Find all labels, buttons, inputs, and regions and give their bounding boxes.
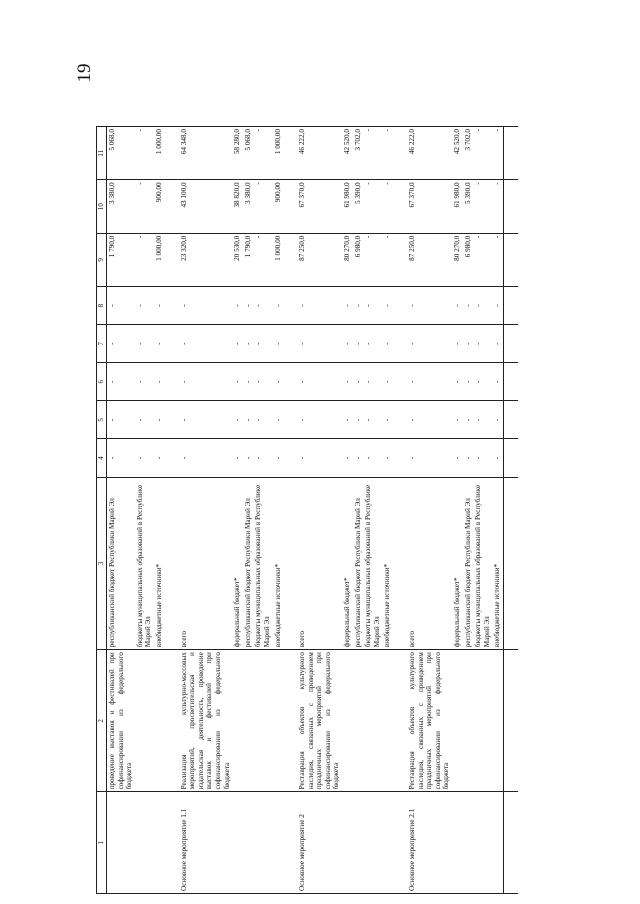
spacer-cell	[283, 650, 297, 792]
amount-cell: 3 702,0	[353, 127, 364, 180]
value-cell: -	[297, 287, 342, 325]
amount-cell: 80 270,0	[342, 233, 353, 286]
spacer-cell	[165, 439, 179, 477]
spacer-cell	[393, 180, 407, 233]
event-status-cell	[353, 792, 364, 894]
amount-cell: 64 348,0	[179, 127, 233, 180]
column-number-1: 1	[97, 792, 107, 894]
funding-source-cell: республиканский бюджет Республики Марий Эл	[107, 477, 135, 650]
amount-cell: 61 980,0	[452, 180, 463, 233]
amount-cell: -	[135, 233, 154, 286]
value-cell: -	[253, 363, 272, 401]
event-name-cell	[253, 650, 272, 792]
value-cell: -	[342, 439, 353, 477]
event-status-cell: Основное мероприятие 1.1	[179, 792, 233, 894]
value-cell: -	[135, 401, 154, 439]
spacer-cell	[283, 287, 297, 325]
value-cell: -	[492, 325, 503, 363]
value-cell: -	[107, 401, 135, 439]
value-cell: -	[492, 401, 503, 439]
table-row	[107, 127, 135, 894]
value-cell: -	[243, 401, 254, 439]
table-row	[463, 127, 474, 894]
spacer-cell	[165, 180, 179, 233]
value-cell: -	[253, 325, 272, 363]
amount-cell: 67 370,0	[297, 180, 342, 233]
event-status-cell	[273, 792, 284, 894]
event-status-cell	[342, 792, 353, 894]
event-status-cell: Основное мероприятие 2	[297, 792, 342, 894]
value-cell: -	[273, 401, 284, 439]
value-cell: -	[382, 439, 393, 477]
value-cell: -	[107, 439, 135, 477]
event-status-cell	[382, 792, 393, 894]
spacer-cell	[283, 792, 297, 894]
event-name-cell	[353, 650, 364, 792]
column-number-9: 9	[97, 233, 107, 286]
spacer-cell	[503, 127, 518, 180]
spacer-cell	[283, 233, 297, 286]
value-cell: -	[297, 401, 342, 439]
amount-cell: 80 270,0	[452, 233, 463, 286]
amount-cell: -	[253, 180, 272, 233]
amount-cell: -	[382, 233, 393, 286]
table-row	[232, 127, 243, 894]
value-cell: -	[492, 439, 503, 477]
value-cell: -	[342, 325, 353, 363]
row-spacer	[283, 127, 297, 894]
amount-cell: 87 250,0	[407, 233, 452, 286]
funding-source-cell: бюджеты муниципальных образований в Республике Марий Эл	[253, 477, 272, 650]
amount-cell: 20 530,0	[232, 233, 243, 286]
spacer-cell	[503, 439, 518, 477]
funding-source-cell: внебюджетные источники*	[154, 477, 165, 650]
value-cell: -	[273, 363, 284, 401]
amount-cell: 42 520,0	[452, 127, 463, 180]
spacer-cell	[503, 792, 518, 894]
amount-cell: 6 980,0	[463, 233, 474, 286]
funding-source-cell: всего	[297, 477, 342, 650]
spacer-cell	[283, 439, 297, 477]
spacer-cell	[503, 180, 518, 233]
value-cell: -	[473, 439, 492, 477]
value-cell: -	[154, 287, 165, 325]
amount-cell: 58 280,0	[232, 127, 243, 180]
amount-cell: -	[363, 233, 382, 286]
event-name-cell: Реставрация объектов культурного наследия, связанных с проведением праздничных мероприятий при софинансировании из федерального бюджета	[297, 650, 342, 792]
amount-cell: 5 390,0	[353, 180, 364, 233]
funding-source-cell: федеральный бюджет*	[452, 477, 463, 650]
value-cell: -	[353, 325, 364, 363]
value-cell: -	[232, 287, 243, 325]
amount-cell: 3 702,0	[463, 127, 474, 180]
event-name-cell	[492, 650, 503, 792]
value-cell: -	[135, 287, 154, 325]
value-cell: -	[232, 363, 243, 401]
event-name-cell	[363, 650, 382, 792]
table-row	[253, 127, 272, 894]
amount-cell: 87 250,0	[297, 233, 342, 286]
column-number-7: 7	[97, 325, 107, 363]
spacer-cell	[503, 363, 518, 401]
amount-cell: 1 000,00	[273, 127, 284, 180]
value-cell: -	[353, 287, 364, 325]
table-row	[135, 127, 154, 894]
spacer-cell	[393, 650, 407, 792]
value-cell: -	[353, 401, 364, 439]
value-cell: -	[353, 363, 364, 401]
value-cell: -	[452, 325, 463, 363]
table-row	[273, 127, 284, 894]
amount-cell: -	[492, 180, 503, 233]
value-cell: -	[463, 287, 474, 325]
spacer-cell	[503, 233, 518, 286]
column-number-5: 5	[97, 401, 107, 439]
value-cell: -	[342, 287, 353, 325]
value-cell: -	[452, 287, 463, 325]
spacer-cell	[503, 477, 518, 650]
value-cell: -	[473, 401, 492, 439]
spacer-cell	[393, 233, 407, 286]
amount-cell: 42 520,0	[342, 127, 353, 180]
value-cell: -	[452, 363, 463, 401]
amount-cell: 5 068,0	[243, 127, 254, 180]
funding-source-cell: внебюджетные источники*	[492, 477, 503, 650]
table-row	[473, 127, 492, 894]
value-cell: -	[407, 439, 452, 477]
amount-cell: -	[135, 127, 154, 180]
amount-cell: -	[382, 180, 393, 233]
value-cell: -	[452, 401, 463, 439]
value-cell: -	[492, 287, 503, 325]
row-spacer	[165, 127, 179, 894]
value-cell: -	[297, 439, 342, 477]
value-cell: -	[179, 287, 233, 325]
amount-cell: 46 222,0	[407, 127, 452, 180]
funding-source-cell: республиканский бюджет Республики Марий Эл	[243, 477, 254, 650]
table-row	[452, 127, 463, 894]
value-cell: -	[492, 363, 503, 401]
spacer-cell	[393, 363, 407, 401]
amount-cell: 1 000,00	[154, 127, 165, 180]
event-status-cell	[253, 792, 272, 894]
amount-cell: -	[363, 180, 382, 233]
value-cell: -	[382, 363, 393, 401]
amount-cell: 43 100,0	[179, 180, 233, 233]
budget-table	[96, 126, 518, 894]
spacer-cell	[393, 477, 407, 650]
spacer-cell	[283, 180, 297, 233]
event-name-cell: Реализация культурно-массовых мероприятий, просветительская и издательская деятельность, проведение выставок и фестивалей при софинансировании из федерального бюджета	[179, 650, 233, 792]
spacer-cell	[393, 401, 407, 439]
spacer-cell	[165, 363, 179, 401]
row-spacer	[393, 127, 407, 894]
value-cell: -	[463, 325, 474, 363]
value-cell: -	[243, 287, 254, 325]
amount-cell: 1 790,0	[107, 233, 135, 286]
spacer-cell	[283, 363, 297, 401]
value-cell: -	[179, 439, 233, 477]
spacer-cell	[283, 401, 297, 439]
value-cell: -	[273, 287, 284, 325]
page-number: 19	[74, 63, 95, 83]
amount-cell: -	[382, 127, 393, 180]
amount-cell: 6 980,0	[353, 233, 364, 286]
amount-cell: -	[253, 233, 272, 286]
value-cell: -	[342, 401, 353, 439]
value-cell: -	[363, 439, 382, 477]
value-cell: -	[342, 363, 353, 401]
amount-cell: 38 820,0	[232, 180, 243, 233]
spacer-cell	[165, 127, 179, 180]
spacer-cell	[393, 439, 407, 477]
table-row	[243, 127, 254, 894]
amount-cell: -	[492, 233, 503, 286]
column-number-6: 6	[97, 363, 107, 401]
value-cell: -	[179, 401, 233, 439]
funding-source-cell: всего	[407, 477, 452, 650]
value-cell: -	[363, 325, 382, 363]
value-cell: -	[135, 439, 154, 477]
column-number-4: 4	[97, 439, 107, 477]
column-number-row	[97, 127, 107, 894]
event-name-cell	[382, 650, 393, 792]
column-number-8: 8	[97, 287, 107, 325]
spacer-cell	[283, 127, 297, 180]
value-cell: -	[473, 325, 492, 363]
event-name-cell	[473, 650, 492, 792]
amount-cell: 5 068,0	[107, 127, 135, 180]
table-row	[353, 127, 364, 894]
spacer-cell	[393, 792, 407, 894]
event-status-cell	[452, 792, 463, 894]
amount-cell: 3 380,0	[107, 180, 135, 233]
event-status-cell	[135, 792, 154, 894]
funding-source-cell: федеральный бюджет*	[342, 477, 353, 650]
amount-cell: -	[473, 127, 492, 180]
event-status-cell	[232, 792, 243, 894]
value-cell: -	[135, 325, 154, 363]
amount-cell: 23 320,0	[179, 233, 233, 286]
value-cell: -	[232, 401, 243, 439]
amount-cell: 1 790,0	[243, 233, 254, 286]
spacer-cell	[165, 650, 179, 792]
table-row	[297, 127, 342, 894]
event-status-cell	[492, 792, 503, 894]
value-cell: -	[353, 439, 364, 477]
value-cell: -	[107, 287, 135, 325]
value-cell: -	[243, 363, 254, 401]
value-cell: -	[407, 287, 452, 325]
event-status-cell	[463, 792, 474, 894]
spacer-cell	[393, 127, 407, 180]
value-cell: -	[243, 325, 254, 363]
amount-cell: -	[492, 127, 503, 180]
value-cell: -	[463, 363, 474, 401]
event-status-cell	[243, 792, 254, 894]
funding-source-cell: бюджеты муниципальных образований в Республике Марий Эл	[135, 477, 154, 650]
value-cell: -	[473, 287, 492, 325]
spacer-cell	[393, 287, 407, 325]
event-name-cell	[342, 650, 353, 792]
column-number-2: 2	[97, 650, 107, 792]
spacer-cell	[165, 287, 179, 325]
value-cell: -	[407, 363, 452, 401]
value-cell: -	[253, 401, 272, 439]
table-row	[342, 127, 353, 894]
amount-cell: -	[473, 180, 492, 233]
value-cell: -	[154, 325, 165, 363]
funding-source-cell: бюджеты муниципальных образований в Республике Марий Эл	[363, 477, 382, 650]
value-cell: -	[452, 439, 463, 477]
value-cell: -	[135, 363, 154, 401]
event-status-cell	[363, 792, 382, 894]
spacer-cell	[165, 477, 179, 650]
event-name-cell: Реставрация объектов культурного наследия, связанных с проведением праздничных мероприятий при софинансировании из федерального бюджета	[407, 650, 452, 792]
value-cell: -	[273, 439, 284, 477]
spacer-cell	[165, 401, 179, 439]
funding-source-cell: внебюджетные источники*	[273, 477, 284, 650]
amount-cell: 5 390,0	[463, 180, 474, 233]
budget-table-sheet	[96, 126, 624, 894]
value-cell: -	[154, 363, 165, 401]
event-name-cell	[243, 650, 254, 792]
amount-cell: 67 370,0	[407, 180, 452, 233]
value-cell: -	[473, 363, 492, 401]
event-name-cell	[232, 650, 243, 792]
event-status-cell	[473, 792, 492, 894]
table-body	[107, 127, 518, 894]
amount-cell: 3 380,0	[243, 180, 254, 233]
value-cell: -	[107, 363, 135, 401]
event-name-cell: проведение выставок и фестивалей при софинансировании из федерального бюджета	[107, 650, 135, 792]
table-row	[382, 127, 393, 894]
value-cell: -	[363, 287, 382, 325]
value-cell: -	[154, 439, 165, 477]
row-spacer	[503, 127, 518, 894]
amount-cell: -	[473, 233, 492, 286]
spacer-cell	[283, 325, 297, 363]
value-cell: -	[407, 325, 452, 363]
event-status-cell	[107, 792, 135, 894]
spacer-cell	[165, 792, 179, 894]
value-cell: -	[363, 401, 382, 439]
table-row	[407, 127, 452, 894]
amount-cell: -	[253, 127, 272, 180]
amount-cell: 900,00	[273, 180, 284, 233]
funding-source-cell: всего	[179, 477, 233, 650]
amount-cell: 900,00	[154, 180, 165, 233]
column-number-11: 11	[97, 127, 107, 180]
table-row	[363, 127, 382, 894]
column-number-3: 3	[97, 477, 107, 650]
spacer-cell	[503, 650, 518, 792]
table-row	[179, 127, 233, 894]
event-name-cell	[452, 650, 463, 792]
event-name-cell	[273, 650, 284, 792]
value-cell: -	[382, 287, 393, 325]
spacer-cell	[393, 325, 407, 363]
amount-cell: 1 000,00	[154, 233, 165, 286]
value-cell: -	[107, 325, 135, 363]
spacer-cell	[283, 477, 297, 650]
value-cell: -	[297, 363, 342, 401]
event-status-cell	[154, 792, 165, 894]
value-cell: -	[232, 439, 243, 477]
value-cell: -	[407, 401, 452, 439]
value-cell: -	[232, 325, 243, 363]
event-name-cell	[135, 650, 154, 792]
table-row	[492, 127, 503, 894]
event-name-cell	[154, 650, 165, 792]
value-cell: -	[253, 439, 272, 477]
spacer-cell	[503, 325, 518, 363]
value-cell: -	[463, 439, 474, 477]
amount-cell: -	[363, 127, 382, 180]
amount-cell: 1 000,00	[273, 233, 284, 286]
spacer-cell	[165, 233, 179, 286]
spacer-cell	[165, 325, 179, 363]
amount-cell: 61 980,0	[342, 180, 353, 233]
value-cell: -	[179, 325, 233, 363]
event-name-cell	[463, 650, 474, 792]
funding-source-cell: республиканский бюджет Республики Марий Эл	[353, 477, 364, 650]
value-cell: -	[179, 363, 233, 401]
funding-source-cell: федеральный бюджет*	[232, 477, 243, 650]
amount-cell: -	[135, 180, 154, 233]
value-cell: -	[154, 401, 165, 439]
table-row	[154, 127, 165, 894]
value-cell: -	[253, 287, 272, 325]
spacer-cell	[503, 401, 518, 439]
value-cell: -	[382, 325, 393, 363]
column-number-10: 10	[97, 180, 107, 233]
amount-cell: 46 222,0	[297, 127, 342, 180]
funding-source-cell: республиканский бюджет Республики Марий Эл	[463, 477, 474, 650]
value-cell: -	[297, 325, 342, 363]
value-cell: -	[382, 401, 393, 439]
funding-source-cell: внебюджетные источники*	[382, 477, 393, 650]
spacer-cell	[503, 287, 518, 325]
value-cell: -	[243, 439, 254, 477]
value-cell: -	[463, 401, 474, 439]
value-cell: -	[363, 363, 382, 401]
event-status-cell: Основное мероприятие 2.1	[407, 792, 452, 894]
value-cell: -	[273, 325, 284, 363]
funding-source-cell: бюджеты муниципальных образований в Республике Марий Эл	[473, 477, 492, 650]
